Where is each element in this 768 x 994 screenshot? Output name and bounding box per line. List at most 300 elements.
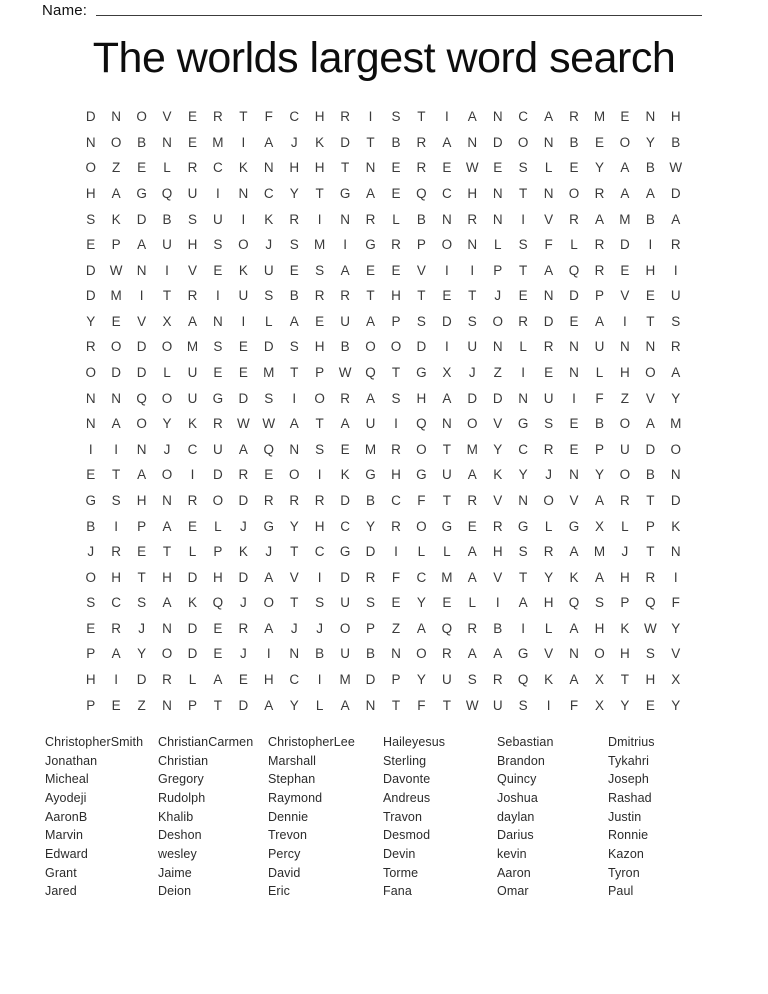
grid-letter: H — [645, 672, 656, 687]
grid-letter: Y — [671, 390, 681, 406]
grid-letter: D — [340, 134, 350, 150]
grid-letter: A — [442, 134, 452, 150]
grid-letter: D — [492, 390, 503, 406]
grid-letter: S — [544, 416, 554, 432]
grid-letter: V — [544, 211, 554, 227]
grid-letter: Q — [263, 441, 275, 457]
grid-letter: Q — [568, 262, 580, 278]
grid-letter: U — [187, 390, 198, 406]
grid-letter: B — [391, 134, 401, 150]
word-list-item: Kazon — [608, 846, 644, 861]
grid-letter: I — [521, 211, 526, 227]
grid-letter: U — [340, 646, 350, 662]
word-list-item: Quincy — [497, 772, 537, 787]
grid-letter: B — [416, 211, 426, 227]
grid-letter: I — [444, 262, 449, 278]
grid-letter: L — [570, 237, 578, 253]
grid-letter: E — [391, 595, 401, 611]
grid-letter: G — [339, 186, 351, 202]
grid-letter: N — [365, 160, 376, 176]
grid-letter: T — [162, 288, 172, 304]
grid-row — [78, 181, 689, 207]
grid-letter: E — [289, 262, 299, 278]
word-list-item: Gregory — [158, 772, 204, 787]
grid-letter: A — [467, 109, 477, 125]
grid-letter: E — [569, 160, 579, 176]
grid-letter: Z — [391, 620, 401, 636]
grid-letter: D — [85, 262, 96, 278]
grid-letter: H — [263, 672, 274, 687]
grid-letter: B — [162, 211, 172, 227]
grid-letter: O — [619, 134, 631, 150]
grid-letter: N — [289, 646, 300, 662]
grid-letter: Y — [493, 441, 503, 457]
grid-letter: N — [263, 160, 274, 176]
grid-letter: A — [366, 390, 376, 406]
word-list-item: Rudolph — [158, 790, 206, 805]
grid-letter: A — [416, 620, 426, 636]
grid-letter: D — [441, 313, 452, 329]
grid-letter: N — [85, 416, 96, 432]
grid-letter: D — [136, 339, 147, 355]
grid-letter: D — [238, 697, 249, 713]
grid-letter: U — [213, 441, 223, 457]
grid-letter: R — [213, 416, 223, 432]
grid-letter: R — [85, 339, 96, 355]
grid-letter: E — [493, 160, 503, 176]
grid-letter: S — [594, 595, 604, 611]
grid-letter: C — [111, 595, 122, 611]
grid-letter: S — [518, 160, 528, 176]
grid-letter: I — [317, 467, 322, 483]
word-list-item: Trevon — [268, 828, 308, 843]
grid-letter: R — [314, 492, 325, 508]
grid-letter: I — [241, 211, 246, 227]
grid-letter: R — [467, 492, 478, 508]
grid-letter: P — [213, 544, 223, 560]
grid-letter: S — [264, 390, 274, 406]
grid-letter: N — [111, 390, 122, 406]
grid-letter: B — [315, 646, 325, 662]
grid-letter: H — [85, 672, 96, 687]
grid-letter: R — [492, 672, 503, 687]
grid-letter: R — [340, 109, 350, 125]
grid-letter: T — [137, 569, 146, 585]
word-list-column — [158, 733, 253, 901]
grid-letter: A — [238, 441, 248, 457]
grid-letter: R — [670, 339, 681, 355]
grid-letter: A — [569, 672, 579, 687]
grid-letter: C — [187, 441, 198, 457]
grid-letter: P — [620, 595, 630, 611]
grid-letter: A — [594, 569, 604, 585]
grid-letter: R — [187, 492, 198, 508]
grid-letter: L — [214, 518, 222, 534]
grid-letter: L — [544, 160, 553, 176]
grid-letter: O — [568, 186, 580, 202]
grid-letter: S — [264, 288, 274, 304]
grid-letter: S — [467, 313, 477, 329]
grid-letter: L — [163, 365, 171, 381]
grid-letter: I — [241, 134, 246, 150]
grid-letter: O — [492, 313, 503, 329]
grid-letter: J — [87, 544, 95, 560]
grid-row — [78, 411, 689, 437]
grid-letter: A — [467, 646, 477, 662]
grid-letter: D — [238, 390, 249, 406]
grid-letter: L — [468, 595, 477, 611]
grid-letter: I — [521, 620, 526, 636]
grid-letter: G — [365, 467, 376, 483]
grid-letter: T — [646, 544, 655, 560]
grid-letter: E — [213, 620, 223, 636]
grid-letter: I — [317, 672, 322, 687]
word-list-item: Marshall — [268, 753, 317, 768]
grid-letter: I — [394, 544, 398, 560]
grid-letter: T — [112, 467, 121, 483]
grid-letter: I — [165, 262, 169, 278]
grid-letter: T — [620, 672, 630, 687]
grid-row — [78, 155, 689, 181]
grid-letter: T — [290, 595, 299, 611]
grid-letter: E — [340, 441, 350, 457]
grid-letter: E — [518, 288, 528, 304]
grid-letter: V — [416, 262, 426, 278]
grid-letter: A — [493, 646, 503, 662]
grid-letter: P — [86, 697, 96, 713]
grid-letter: H — [111, 569, 122, 585]
grid-letter: N — [569, 467, 579, 483]
grid-letter: U — [187, 365, 198, 381]
word-list-item: Tyron — [608, 865, 640, 880]
grid-letter: W — [109, 262, 123, 278]
grid-row — [78, 462, 689, 488]
grid-letter: V — [671, 646, 681, 662]
grid-letter: A — [594, 313, 604, 329]
grid-letter: X — [594, 672, 604, 687]
grid-letter: K — [340, 467, 350, 483]
grid-letter: D — [670, 492, 681, 508]
grid-letter: R — [594, 186, 605, 202]
grid-letter: J — [468, 365, 476, 381]
grid-letter: D — [467, 390, 478, 406]
grid-letter: V — [620, 288, 630, 304]
grid-letter: N — [85, 134, 96, 150]
grid-letter: G — [517, 518, 529, 534]
word-list-item: Eric — [268, 884, 290, 899]
grid-letter: N — [136, 441, 147, 457]
grid-row — [78, 360, 689, 386]
grid-letter: A — [162, 595, 172, 611]
word-list-item: Travon — [383, 809, 423, 824]
grid-letter: R — [162, 672, 172, 687]
grid-letter: J — [239, 518, 247, 534]
word-list-item: Micheal — [45, 772, 89, 787]
grid-letter: R — [620, 492, 630, 508]
grid-letter: E — [544, 365, 554, 381]
word-list-item: Jaime — [158, 865, 192, 880]
grid-letter: I — [470, 262, 475, 278]
grid-letter: O — [110, 134, 122, 150]
grid-letter: T — [468, 288, 477, 304]
grid-letter: Y — [594, 160, 604, 176]
grid-letter: L — [392, 211, 400, 227]
grid-letter: Y — [645, 134, 655, 150]
grid-row — [78, 104, 689, 130]
grid-letter: Y — [137, 646, 147, 662]
grid-letter: W — [643, 620, 657, 636]
grid-letter: Y — [162, 416, 172, 432]
grid-letter: T — [442, 492, 451, 508]
grid-letter: O — [543, 492, 554, 508]
grid-letter: A — [467, 569, 477, 585]
word-list-item: Desmod — [383, 828, 431, 843]
grid-letter: X — [162, 313, 172, 329]
grid-letter: Q — [517, 672, 529, 687]
grid-letter: I — [190, 467, 195, 483]
grid-letter: F — [595, 390, 604, 406]
grid-letter: O — [416, 441, 427, 457]
grid-letter: M — [670, 416, 682, 432]
word-list-item: ChristopherLee — [268, 735, 355, 749]
grid-letter: I — [216, 288, 220, 304]
grid-letter: G — [339, 544, 351, 560]
grid-letter: P — [187, 697, 197, 713]
grid-letter: J — [621, 544, 629, 560]
grid-letter: H — [314, 339, 325, 355]
grid-letter: R — [518, 313, 529, 329]
grid-letter: W — [338, 365, 352, 381]
grid-letter: Q — [416, 416, 427, 432]
grid-letter: P — [391, 313, 401, 329]
grid-letter: E — [213, 365, 223, 381]
word-list — [0, 733, 768, 908]
grid-letter: H — [136, 492, 147, 508]
grid-letter: D — [238, 492, 249, 508]
grid-letter: S — [289, 237, 299, 253]
grid-letter: K — [671, 518, 681, 534]
grid-letter: N — [441, 211, 452, 227]
grid-letter: R — [391, 518, 401, 534]
grid-letter: N — [569, 646, 579, 662]
word-list-item: Justin — [608, 809, 642, 824]
grid-letter: F — [671, 595, 680, 611]
grid-row — [78, 283, 689, 309]
grid-letter: C — [314, 544, 325, 560]
grid-letter: R — [467, 620, 478, 636]
grid-letter: N — [569, 365, 579, 381]
grid-letter: E — [86, 237, 96, 253]
grid-letter: M — [212, 134, 224, 150]
word-list-item: Deshon — [158, 828, 202, 843]
grid-letter: O — [136, 416, 147, 432]
grid-letter: Q — [568, 595, 580, 611]
grid-letter: B — [594, 416, 604, 432]
grid-letter: S — [315, 441, 325, 457]
grid-letter: I — [495, 595, 500, 611]
grid-letter: Y — [594, 467, 604, 483]
grid-letter: D — [340, 569, 350, 585]
grid-letter: C — [441, 186, 452, 202]
grid-letter: K — [238, 262, 248, 278]
grid-letter: H — [314, 518, 325, 534]
grid-letter: E — [238, 672, 248, 687]
grid-letter: T — [290, 544, 299, 560]
word-list-item: Joshua — [497, 790, 538, 805]
grid-letter: E — [391, 186, 401, 202]
grid-letter: K — [620, 620, 630, 636]
grid-letter: K — [238, 160, 248, 176]
grid-letter: X — [594, 518, 604, 534]
grid-letter: N — [645, 109, 656, 125]
grid-letter: H — [467, 186, 478, 202]
grid-letter: C — [340, 518, 350, 534]
word-list-column — [268, 733, 355, 901]
grid-letter: R — [416, 160, 427, 176]
grid-letter: Z — [493, 365, 502, 381]
grid-letter: E — [315, 313, 325, 329]
grid-letter: O — [619, 467, 631, 483]
grid-letter: U — [492, 697, 503, 713]
grid-letter: R — [263, 492, 274, 508]
grid-letter: M — [593, 109, 606, 125]
grid-letter: S — [366, 595, 376, 611]
grid-letter: I — [673, 569, 678, 585]
grid-letter: R — [416, 134, 427, 150]
grid-letter: R — [340, 288, 350, 304]
grid-letter: L — [315, 697, 324, 713]
grid-letter: G — [517, 646, 529, 662]
grid-letter: S — [391, 390, 401, 406]
grid-letter: T — [391, 365, 401, 381]
grid-letter: A — [264, 134, 274, 150]
grid-letter: U — [543, 390, 554, 406]
word-list-column — [383, 733, 445, 901]
word-list-item: AaronB — [45, 809, 88, 824]
grid-letter: R — [492, 518, 503, 534]
grid-letter: D — [85, 109, 96, 125]
grid-letter: Y — [366, 518, 376, 534]
grid-letter: A — [340, 697, 350, 713]
grid-letter: T — [290, 365, 299, 381]
grid-letter: O — [314, 390, 325, 406]
grid-letter: O — [416, 646, 427, 662]
grid-letter: R — [289, 211, 300, 227]
grid-letter: R — [594, 262, 605, 278]
grid-letter: Y — [620, 697, 630, 713]
grid-letter: O — [390, 339, 402, 355]
grid-letter: T — [417, 109, 426, 125]
word-list-item: Joseph — [608, 772, 649, 787]
grid-letter: P — [594, 441, 604, 457]
grid-letter: D — [416, 339, 427, 355]
grid-letter: M — [364, 441, 377, 457]
grid-letter: H — [670, 109, 681, 125]
grid-letter: R — [391, 237, 401, 253]
grid-letter: Y — [289, 518, 299, 534]
grid-letter: N — [670, 467, 681, 483]
grid-letter: R — [314, 288, 325, 304]
grid-letter: D — [263, 339, 274, 355]
grid-letter: D — [645, 441, 656, 457]
grid-letter: H — [492, 544, 503, 560]
grid-letter: B — [366, 492, 376, 508]
grid-letter: K — [544, 672, 554, 687]
grid-letter: M — [186, 339, 199, 355]
grid-letter: P — [391, 672, 401, 687]
grid-letter: N — [492, 211, 503, 227]
grid-letter: K — [569, 569, 579, 585]
grid-letter: E — [391, 160, 401, 176]
grid-letter: F — [417, 697, 426, 713]
grid-letter: E — [264, 467, 274, 483]
grid-letter: I — [623, 313, 627, 329]
grid-letter: T — [213, 697, 223, 713]
grid-letter: M — [110, 288, 122, 304]
grid-letter: H — [543, 595, 554, 611]
grid-letter: Y — [671, 620, 681, 636]
grid-letter: W — [669, 160, 683, 176]
grid-letter: Z — [137, 697, 146, 713]
grid-letter: B — [366, 646, 376, 662]
grid-letter: N — [391, 646, 401, 662]
grid-letter: A — [264, 620, 274, 636]
grid-letter: P — [137, 518, 147, 534]
grid-letter: S — [111, 492, 121, 508]
grid-letter: H — [620, 365, 630, 381]
grid-letter: U — [187, 186, 198, 202]
grid-letter: P — [493, 262, 503, 278]
grid-letter: V — [162, 109, 172, 125]
grid-letter: V — [493, 569, 503, 585]
grid-row — [78, 309, 689, 335]
grid-letter: A — [162, 518, 172, 534]
grid-letter: U — [162, 237, 172, 253]
grid-letter: S — [137, 595, 147, 611]
grid-letter: U — [340, 313, 350, 329]
grid-row — [78, 232, 689, 258]
grid-letter: J — [265, 237, 273, 253]
grid-letter: O — [161, 390, 173, 406]
grid-letter: I — [673, 262, 678, 278]
grid-letter: Z — [620, 390, 630, 406]
grid-letter: E — [137, 160, 147, 176]
grid-letter: A — [594, 492, 604, 508]
grid-row — [78, 513, 689, 539]
grid-letter: S — [86, 211, 96, 227]
grid-letter: T — [646, 313, 655, 329]
grid-letter: Y — [86, 313, 96, 329]
grid-letter: A — [187, 313, 197, 329]
grid-letter: P — [111, 237, 121, 253]
grid-letter: D — [365, 672, 376, 687]
grid-letter: E — [187, 109, 197, 125]
grid-letter: W — [236, 416, 250, 432]
grid-letter: I — [343, 237, 347, 253]
grid-letter: B — [645, 211, 655, 227]
grid-letter: N — [492, 186, 503, 202]
grid-letter: A — [645, 186, 655, 202]
grid-letter: V — [289, 569, 299, 585]
grid-letter: L — [417, 544, 426, 560]
grid-letter: A — [518, 595, 528, 611]
grid-letter: X — [442, 365, 452, 381]
grid-letter: M — [619, 211, 631, 227]
grid-letter: T — [366, 134, 375, 150]
grid-letter: F — [417, 492, 426, 508]
grid-letter: H — [85, 186, 96, 202]
grid-letter: R — [238, 467, 249, 483]
